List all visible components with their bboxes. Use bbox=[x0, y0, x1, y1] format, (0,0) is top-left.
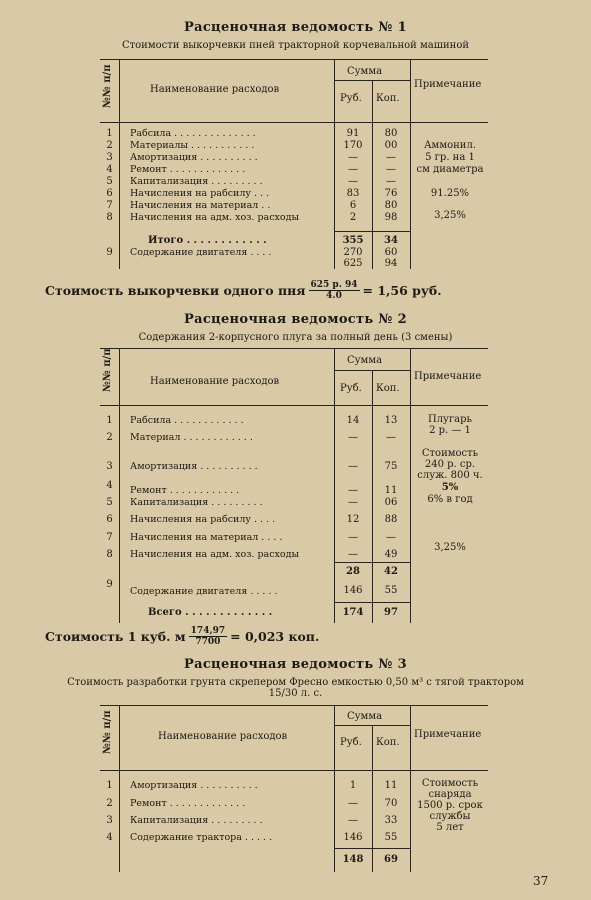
statement-1-engine-num: 9 bbox=[106, 247, 113, 258]
statement-2-engine-kop: 55 bbox=[384, 585, 398, 596]
statement-3-title: Расценочная ведомость № 3 bbox=[184, 657, 407, 672]
statement-2-col-note: Примечание bbox=[414, 371, 482, 382]
statement-3-subtitle-line-2: 15/30 л. с. bbox=[268, 688, 323, 699]
statement-3-col-num: №№ п/п bbox=[102, 710, 113, 754]
formula-1-prefix: Стоимость выкорчевки одного пня bbox=[45, 283, 306, 298]
formula-1-fraction bbox=[309, 280, 360, 301]
statement-2-total-kop: 97 bbox=[384, 607, 398, 618]
statement-1-total-kop: 34 bbox=[384, 235, 398, 246]
statement-1-col-kop: Коп. bbox=[376, 93, 400, 104]
statement-2-note: Стоимость bbox=[421, 448, 479, 459]
statement-3-col-rub: Руб. bbox=[340, 737, 362, 748]
statement-1-col-name: Наименование расходов bbox=[150, 84, 280, 95]
formula-1-denominator: 4.0 bbox=[326, 291, 342, 301]
statement-2-note: служ. 800 ч. bbox=[417, 470, 483, 481]
statement-2-title: Расценочная ведомость № 2 bbox=[184, 312, 407, 327]
statement-2-note: 3,25% bbox=[434, 542, 466, 553]
statement-3-col-sum: Сумма bbox=[347, 711, 383, 722]
statement-2-col-rub: Руб. bbox=[340, 383, 362, 394]
statement-2-total-label: Всего . . . . . . . . . . . . . bbox=[148, 607, 273, 618]
statement-2-total-rub: 174 bbox=[342, 607, 364, 618]
statement-1-note: 91.25% bbox=[430, 188, 470, 199]
statement-2-subtitle: Содержания 2-корпусного плуга за полный день (3 смены) bbox=[138, 332, 453, 343]
statement-3-note: снаряда bbox=[428, 789, 472, 800]
page-number: 37 bbox=[533, 874, 549, 888]
statement-3-total-rub: 148 bbox=[342, 854, 364, 865]
statement-1-engine-kop: 60 bbox=[384, 247, 398, 258]
statement-2-note: 6% в год bbox=[427, 494, 473, 505]
formula-1 bbox=[45, 280, 442, 301]
statement-2-note: 5% bbox=[441, 482, 459, 493]
statement-3-subtitle-line-1: Стоимость разработки грунта скрепером Фресно емкостью 0,50 м³ с тягой трактором bbox=[67, 677, 524, 688]
statement-3-total-kop: 69 bbox=[384, 854, 398, 865]
statement-3-note: Стоимость bbox=[421, 778, 479, 789]
statement-1-engine-rub: 270 bbox=[343, 247, 363, 258]
statement-3-note: 1500 р. срок bbox=[417, 800, 483, 811]
statement-2-col-sum: Сумма bbox=[347, 355, 383, 366]
statement-2-subtotal-kop: 42 bbox=[384, 566, 398, 577]
statement-1-total-rub: 355 bbox=[342, 235, 364, 246]
statement-2-col-kop: Коп. bbox=[376, 383, 400, 394]
statement-1-engine-name: Содержание двигателя . . . . bbox=[130, 247, 272, 258]
statement-1-note: 5 гр. на 1 bbox=[425, 152, 475, 163]
formula-2-fraction bbox=[189, 626, 227, 647]
book-page: Расценочная ведомость № 1 Стоимости выкорчевки пней тракторной корчевальной машиной №№ п/п Наименование расходов Сумма Руб. Коп. Примечание 1 Рабсила . . . . . . . . . . . . . . 91 80 2 Материалы . . . . . . . . . . . 170 00 3 Амортизация . . . . . . . . . . — — 4 Ремонт . . . . . . . . . . . . . — — 5 Капитализация . . . . . . . . . — — 6 Начисления на рабсилу . . . 83 76 7 Начисления на материал . . 6 80 8 Начисления на адм. хоз. расходы 2 98 Аммонил. 5 гр. на 1 см диаметра 91.25% 3,25% Итого . . . . . . . . . . . . 355 34 9 Содержание двигателя . . . . 270 60 625 94 Стоимость выкорчевки одного пня $\frac{625 р. 94}{4.0}$ = 1,56 руб. Расценочная ведомость № 2 Содержания 2-корпусного плуга за полный день (3 смены) №№ п/п Наименование расходов Сумма Руб. Коп. Примечание 1 Рабсила . . . . . . . . . . . . 14 13 2 Материал . . . . . . . . . . . . — — 3 Амортизация . . . . . . . . . . — 75 4 Ремонт . . . . . . . . . . . . — 11 5 Капитализация . . . . . . . . . — 06 6 Начисления на рабсилу . . . . 12 88 7 Начисления на материал . . . . — — 8 Начисления на адм. хоз. расходы — 49 Плугарь 2 р. — 1 Стоимость 240 р. ср. служ. 800 ч. 5% 6% в год 3,25% 28 42 9 Содержание двигателя . . . . . 146 55 Всего . . . . . . . . . . . . . 174 97 Стоимость 1 куб. м $\frac{174,97}{7700}$ = 0,023 коп. Расценочная ведомость № 3 Стоимость разработки грунта скрепером Фресно емкостью 0,50 м³ с тягой трактором 15/30 л. с. №№ п/п Наименование расходов Сумма Руб. Коп. Примечание 1 Амортизация . . . . . . . . . . 1 11 2 Ремонт . . . . . . . . . . . . . — 70 3 Капитализация . . . . . . . . . — 33 4 Содержание трактора . . . . . 146 55 Стоимость снаряда 1500 р. срок службы 5 лет 148 69 37 bbox=[0, 0, 591, 900]
statement-2-engine-rub: 146 bbox=[343, 585, 363, 596]
formula-2-numerator: 174,97 bbox=[190, 626, 226, 636]
statement-1-total-label: Итого . . . . . . . . . . . . bbox=[148, 235, 267, 246]
statement-1-col-note: Примечание bbox=[414, 79, 482, 90]
statement-3-col-kop: Коп. bbox=[376, 737, 400, 748]
statement-1-subtitle: Стоимости выкорчевки пней тракторной корчевальной машиной bbox=[121, 40, 470, 51]
statement-1-col-num: №№ п/п bbox=[102, 64, 113, 108]
statement-1-title: Расценочная ведомость № 1 bbox=[184, 20, 407, 35]
statement-2-note: 2 р. — 1 bbox=[429, 425, 471, 436]
statement-2-col-name: Наименование расходов bbox=[150, 376, 280, 387]
statement-3-col-note: Примечание bbox=[414, 729, 482, 740]
statement-3-note: 5 лет bbox=[436, 822, 464, 833]
formula-1-numerator: 625 р. 94 bbox=[310, 280, 358, 290]
statement-2-engine-name: Содержание двигателя . . . . . bbox=[130, 586, 278, 597]
statement-3-note: службы bbox=[429, 811, 471, 822]
statement-2-note: 240 р. ср. bbox=[424, 459, 476, 470]
statement-1-grand-kop: 94 bbox=[384, 258, 398, 269]
statement-1-grand-rub: 625 bbox=[343, 258, 363, 269]
statement-2-note: Плугарь bbox=[427, 414, 472, 425]
statement-2-subtotal-rub: 28 bbox=[346, 566, 360, 577]
formula-2 bbox=[45, 626, 319, 647]
formula-2-denominator: 7700 bbox=[195, 637, 221, 647]
formula-1-result: = 1,56 руб. bbox=[362, 283, 442, 298]
statement-1-note: 3,25% bbox=[434, 210, 466, 221]
statement-2-col-num: №№ п/п bbox=[102, 348, 113, 392]
formula-2-result: = 0,023 коп. bbox=[230, 629, 320, 644]
statement-1-col-rub: Руб. bbox=[340, 93, 362, 104]
formula-2-prefix: Стоимость 1 куб. м bbox=[45, 629, 186, 644]
statement-3-col-name: Наименование расходов bbox=[158, 731, 288, 742]
statement-1-note: Аммонил. bbox=[423, 140, 476, 151]
statement-1-note: см диаметра bbox=[416, 164, 484, 175]
statement-2-engine-num: 9 bbox=[106, 579, 113, 590]
statement-1-col-sum: Сумма bbox=[347, 66, 383, 77]
